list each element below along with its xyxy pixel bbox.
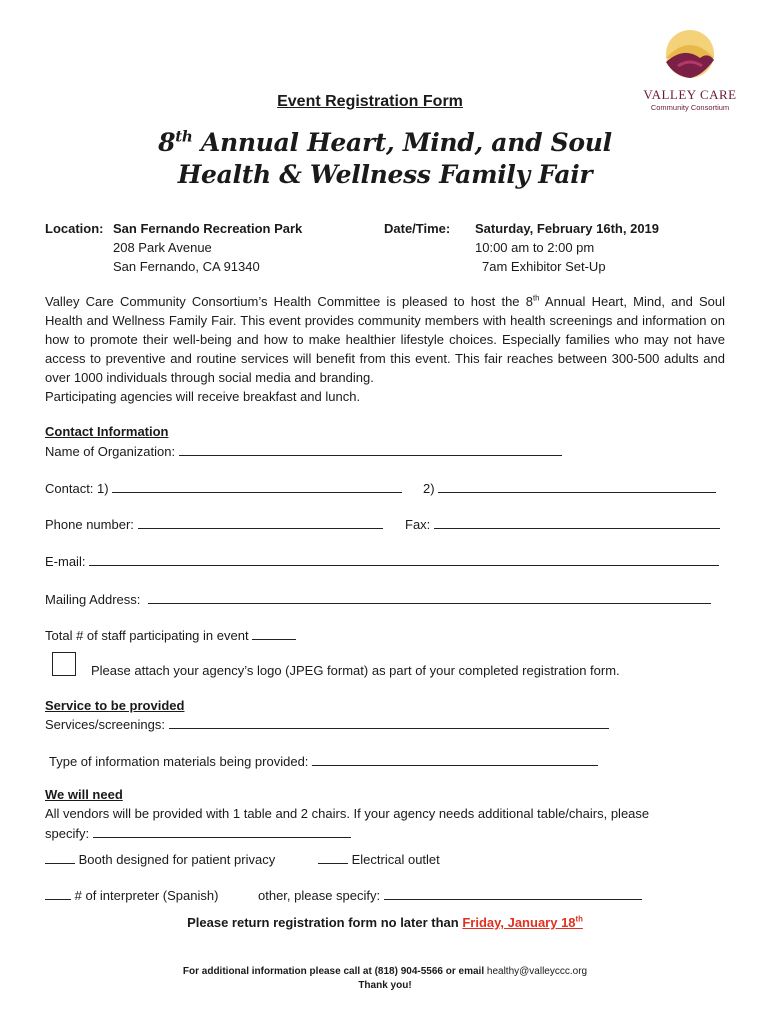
materials-label: Type of information materials being provided: xyxy=(49,754,309,769)
interpreter-label: # of interpreter (Spanish) xyxy=(74,888,219,903)
contact-heading: Contact Information xyxy=(45,424,169,439)
event-title-line2: Health & Wellness Family Fair xyxy=(177,160,593,189)
booth-label: Booth designed for patient privacy xyxy=(78,852,276,867)
contact1-label: Contact: 1) xyxy=(45,481,109,496)
event-ordinal-suffix: th xyxy=(175,127,193,146)
phone-label: Phone number: xyxy=(45,517,134,532)
other-label: other, please specify: xyxy=(258,888,381,903)
footer xyxy=(0,965,770,993)
logo-name: VALLEY CARE xyxy=(643,87,737,102)
logo-emblem-icon xyxy=(640,28,740,80)
form-title: Event Registration Form xyxy=(277,93,463,110)
contact1-field[interactable] xyxy=(112,479,402,493)
deadline-date-text: Friday, January 18 xyxy=(462,915,576,930)
mailing-field[interactable] xyxy=(148,590,711,604)
footer-thanks: Thank you! xyxy=(358,980,412,991)
event-title-rest: Annual Heart, Mind, and Soul xyxy=(192,128,612,157)
outlet-label: Electrical outlet xyxy=(351,852,440,867)
email-field[interactable] xyxy=(89,552,719,566)
fax-label: Fax: xyxy=(405,517,431,532)
event-time: 10:00 am to 2:00 pm xyxy=(475,240,595,255)
contact2-row xyxy=(423,479,716,498)
specify-label: specify: xyxy=(45,826,90,841)
intro-paragraph xyxy=(45,292,725,406)
other-field[interactable] xyxy=(384,886,642,900)
fax-row xyxy=(405,515,720,534)
intro-sup: th xyxy=(532,293,540,303)
contact2-label: 2) xyxy=(423,481,435,496)
event-ordinal: 8 xyxy=(158,128,176,157)
location-street: 208 Park Avenue xyxy=(113,240,212,255)
specify-field[interactable] xyxy=(93,824,351,838)
contact-row xyxy=(45,479,402,498)
screenings-row xyxy=(45,715,609,734)
service-heading: Service to be provided xyxy=(45,698,185,713)
staff-label: Total # of staff participating in event xyxy=(45,628,249,643)
contact2-field[interactable] xyxy=(438,479,716,493)
deadline-date xyxy=(462,915,583,930)
location-city: San Fernando, CA 91340 xyxy=(113,259,260,274)
specify-row xyxy=(45,824,351,843)
mailing-row xyxy=(45,590,711,609)
screenings-field[interactable] xyxy=(169,715,609,729)
logo-note: Please attach your agency’s logo (JPEG format) as part of your completed registration form. xyxy=(91,663,620,678)
fax-field[interactable] xyxy=(434,515,720,529)
need-text: All vendors will be provided with 1 table and 2 chairs. If your agency needs additional table/chairs, please xyxy=(45,806,650,821)
exhibitor-setup: 7am Exhibitor Set-Up xyxy=(482,259,606,274)
location-block xyxy=(113,219,302,276)
deadline-notice xyxy=(0,915,770,930)
other-row xyxy=(258,886,642,905)
staff-row xyxy=(45,626,296,645)
datetime-label: Date/Time: xyxy=(384,221,451,236)
logo-attach-checkbox[interactable] xyxy=(52,652,76,676)
location-label: Location: xyxy=(45,221,104,236)
intro-text-1: Valley Care Community Consortium’s Health Committee is pleased to host the 8 xyxy=(45,294,533,309)
outlet-field[interactable] xyxy=(318,850,348,864)
deadline-date-sup: th xyxy=(575,914,583,924)
intro-text-3: Participating agencies will receive breakfast and lunch. xyxy=(45,389,361,404)
location-venue: San Fernando Recreation Park xyxy=(113,221,303,236)
interpreter-field[interactable] xyxy=(45,886,71,900)
intro-text-2: Annual Heart, Mind, and Soul Health and Wellness Family Fair. This event provides community members with health screenings and information on how to promote their well-being and how to make healthier lifestyle choices. Especially families who may not have access to preventive and routine services will benefit from this event. This fair reaches between 300-500 adults and over 1000 individuals through social media and branding. xyxy=(45,294,725,385)
email-label: E-mail: xyxy=(45,554,86,569)
event-date: Saturday, February 16th, 2019 xyxy=(475,221,660,236)
mailing-label: Mailing Address: xyxy=(45,592,141,607)
email-row xyxy=(45,552,719,571)
phone-field[interactable] xyxy=(138,515,383,529)
logo-subtitle: Community Consortium xyxy=(650,103,730,112)
deadline-text: Please return registration form no later than xyxy=(187,915,463,930)
phone-row xyxy=(45,515,383,534)
footer-text: For additional information please call at (818) 904-5566 or email xyxy=(182,966,487,977)
footer-email[interactable]: healthy@valleyccc.org xyxy=(486,966,588,977)
datetime-block xyxy=(475,219,659,276)
org-name-row xyxy=(45,442,562,461)
materials-field[interactable] xyxy=(312,752,598,766)
org-name-label: Name of Organization: xyxy=(45,444,176,459)
materials-row xyxy=(49,752,598,771)
org-name-field[interactable] xyxy=(179,442,562,456)
screenings-label: Services/screenings: xyxy=(45,717,165,732)
booth-field[interactable] xyxy=(45,850,75,864)
staff-field[interactable] xyxy=(252,626,296,640)
event-title-line1 xyxy=(0,126,770,160)
interpreter-row xyxy=(45,886,218,905)
outlet-row xyxy=(318,850,440,869)
need-heading: We will need xyxy=(45,787,123,802)
booth-row xyxy=(45,850,275,869)
